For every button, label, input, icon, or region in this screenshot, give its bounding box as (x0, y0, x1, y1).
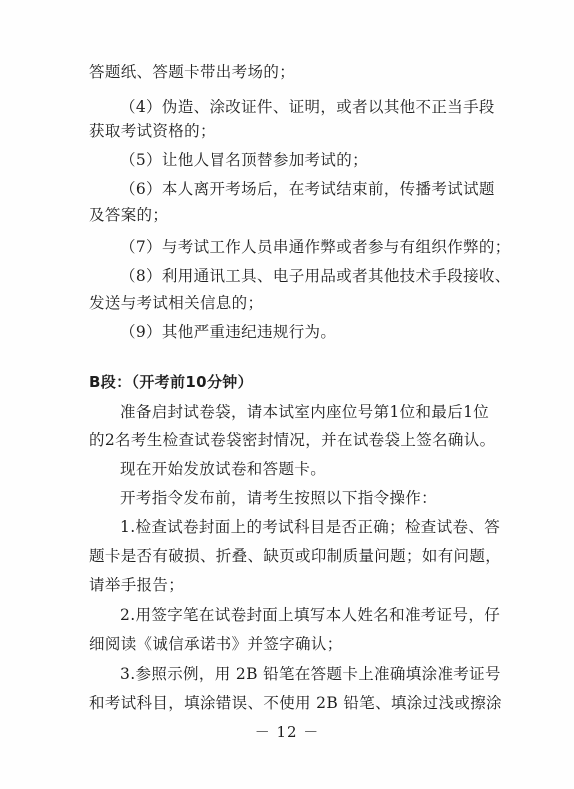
text-line-9: 发送与考试相关信息的； (89, 294, 264, 312)
text-line-2: （4）伪造、涂改证件、证明，或者以其他不正当手段 (120, 98, 495, 116)
page-number: － 12 － (254, 723, 320, 741)
text-line-19: 2.用签字笔在试卷封面上填写本人姓名和准考证号，仔 (120, 606, 501, 624)
text-line-13: 的2名考生检查试卷袋密封情况，并在试卷袋上签名确认。 (89, 431, 496, 449)
section-heading: B段：（开考前10分钟） (89, 373, 254, 391)
text-line-1: 答题纸、答题卡带出考场的； (89, 63, 296, 81)
text-line-16: 1.检查试卷封面上的考试科目是否正确；检查试卷、答 (120, 518, 501, 536)
text-line-3: 获取考试资格的； (89, 122, 216, 140)
text-line-18: 请举手报告； (89, 576, 185, 594)
text-line-22: 和考试科目，填涂错误、不使用 2B 铅笔、填涂过浅或擦涂 (89, 694, 502, 712)
text-line-15: 开考指令发布前，请考生按照以下指令操作： (120, 489, 438, 507)
text-line-14: 现在开始发放试卷和答题卡。 (120, 460, 327, 478)
text-line-20: 细阅读《诚信承诺书》并签字确认； (89, 635, 343, 653)
text-line-6: 及答案的； (89, 206, 169, 224)
text-line-10: （9）其他严重违纪违规行为。 (120, 323, 337, 341)
text-line-7: （7）与考试工作人员串通作弊或者参与有组织作弊的； (120, 238, 511, 256)
text-line-17: 题卡是否有破损、折叠、缺页或印制质量问题；如有问题， (89, 547, 502, 565)
text-line-5: （6）本人离开考场后，在考试结束前，传播考试试题 (120, 180, 495, 198)
text-line-8: （8）利用通讯工具、电子用品或者其他技术手段接收、 (120, 267, 511, 285)
text-line-12: 准备启封试卷袋，请本试室内座位号第1位和最后1位 (120, 403, 490, 421)
text-line-21: 3.参照示例，用 2B 铅笔在答题卡上准确填涂准考证号 (120, 665, 501, 683)
text-line-4: （5）让他人冒名顶替参加考试的； (120, 151, 368, 169)
